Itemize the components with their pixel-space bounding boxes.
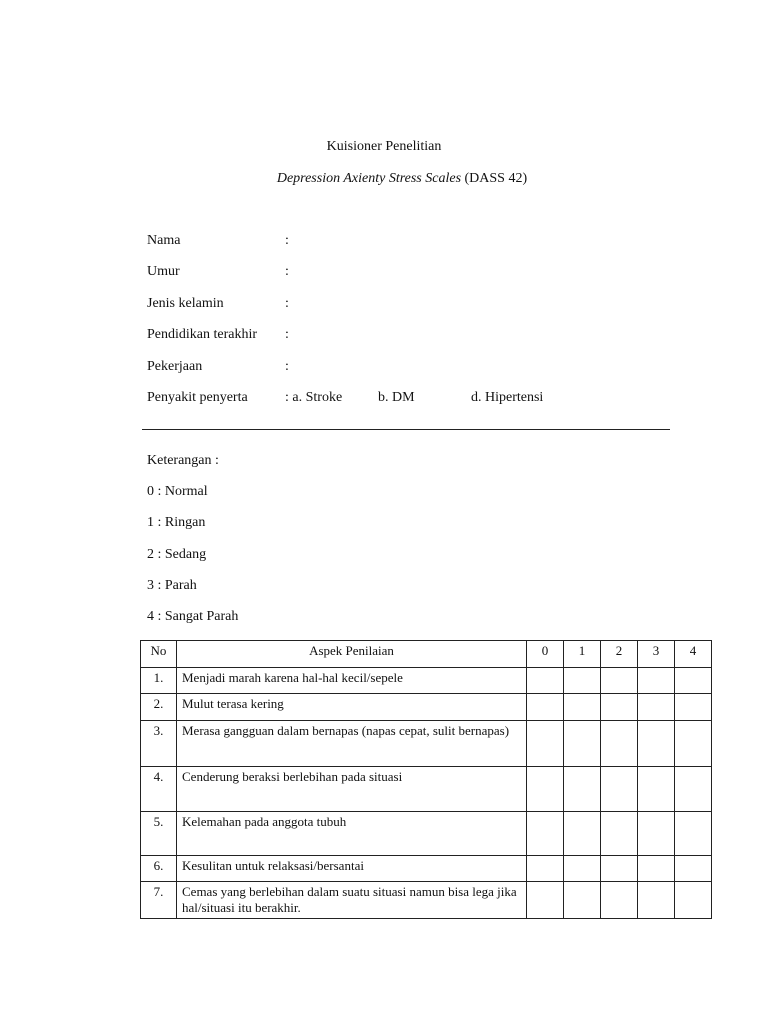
score-cell-0[interactable] [527, 812, 564, 856]
table-row [141, 812, 712, 856]
page-title: Kuisioner Penelitian [326, 139, 442, 154]
score-cell-2[interactable] [601, 694, 638, 721]
score-cell-3[interactable] [638, 694, 675, 721]
score-cell-1[interactable] [564, 668, 601, 694]
subtitle-scale-code: (DASS 42) [464, 171, 528, 186]
header-score-4: 4 [675, 641, 712, 668]
header-score-0: 0 [527, 641, 564, 668]
field-label-pendidikan: Pendidikan terakhir [147, 327, 258, 342]
page-subtitle [0, 171, 768, 187]
table-row [141, 767, 712, 812]
score-cell-0[interactable] [527, 767, 564, 812]
table-row [141, 882, 712, 919]
table-row [141, 856, 712, 882]
option-stroke[interactable]: : a. Stroke [285, 390, 343, 405]
legend-item-2: 2 : Sedang [147, 547, 207, 562]
field-label-umur: Umur [147, 264, 180, 279]
score-cell-0[interactable] [527, 694, 564, 721]
field-label-nama: Nama [147, 233, 181, 248]
legend-item-3: 3 : Parah [147, 578, 197, 593]
section-divider [142, 429, 670, 430]
row-aspek: Cemas yang berlebihan dalam suatu situasi namun bisa lega jika hal/situasi itu berakhir. [177, 882, 527, 919]
score-cell-4[interactable] [675, 721, 712, 767]
assessment-table [140, 640, 712, 919]
field-value-umur[interactable]: : [285, 264, 289, 279]
row-aspek: Kelemahan pada anggota tubuh [177, 812, 527, 856]
field-value-pekerjaan[interactable]: : [285, 359, 289, 374]
header-aspek: Aspek Penilaian [177, 641, 527, 668]
header-no: No [141, 641, 177, 668]
score-cell-3[interactable] [638, 882, 675, 919]
row-number: 2. [141, 694, 177, 721]
score-cell-1[interactable] [564, 812, 601, 856]
row-aspek: Cenderung beraksi berlebihan pada situasi [177, 767, 527, 812]
score-cell-4[interactable] [675, 694, 712, 721]
score-cell-2[interactable] [601, 668, 638, 694]
option-hipertensi[interactable]: d. Hipertensi [471, 390, 544, 405]
row-aspek: Kesulitan untuk relaksasi/bersantai [177, 856, 527, 882]
row-aspek: Merasa gangguan dalam bernapas (napas cepat, sulit bernapas) [177, 721, 527, 767]
score-cell-3[interactable] [638, 721, 675, 767]
header-score-2: 2 [601, 641, 638, 668]
header-score-1: 1 [564, 641, 601, 668]
score-cell-0[interactable] [527, 668, 564, 694]
header-score-3: 3 [638, 641, 675, 668]
row-number: 6. [141, 856, 177, 882]
row-number: 3. [141, 721, 177, 767]
field-label-pekerjaan: Pekerjaan [147, 359, 203, 374]
field-value-nama[interactable]: : [285, 233, 289, 248]
field-label-penyakit: Penyakit penyerta [147, 390, 248, 405]
score-cell-2[interactable] [601, 767, 638, 812]
score-cell-3[interactable] [638, 812, 675, 856]
table-row [141, 694, 712, 721]
score-cell-1[interactable] [564, 767, 601, 812]
table-row [141, 668, 712, 694]
table-row [141, 721, 712, 767]
score-cell-0[interactable] [527, 856, 564, 882]
subtitle-scale-name: Depression Axienty Stress Scales [276, 171, 462, 186]
score-cell-1[interactable] [564, 694, 601, 721]
score-cell-2[interactable] [601, 721, 638, 767]
legend-item-1: 1 : Ringan [147, 515, 206, 530]
score-cell-4[interactable] [675, 668, 712, 694]
score-cell-1[interactable] [564, 856, 601, 882]
score-cell-1[interactable] [564, 882, 601, 919]
score-cell-3[interactable] [638, 668, 675, 694]
option-dm[interactable]: b. DM [378, 390, 415, 405]
legend-heading: Keterangan : [147, 453, 219, 468]
row-number: 7. [141, 882, 177, 919]
legend-item-0: 0 : Normal [147, 484, 208, 499]
score-cell-2[interactable] [601, 812, 638, 856]
score-cell-0[interactable] [527, 882, 564, 919]
score-cell-1[interactable] [564, 721, 601, 767]
score-cell-2[interactable] [601, 856, 638, 882]
score-cell-4[interactable] [675, 767, 712, 812]
score-cell-4[interactable] [675, 882, 712, 919]
field-label-jenis-kelamin: Jenis kelamin [147, 296, 224, 311]
row-aspek: Mulut terasa kering [177, 694, 527, 721]
row-aspek: Menjadi marah karena hal-hal kecil/sepele [177, 668, 527, 694]
score-cell-2[interactable] [601, 882, 638, 919]
row-number: 5. [141, 812, 177, 856]
legend-item-4: 4 : Sangat Parah [147, 609, 239, 624]
score-cell-0[interactable] [527, 721, 564, 767]
score-cell-3[interactable] [638, 767, 675, 812]
score-cell-3[interactable] [638, 856, 675, 882]
score-cell-4[interactable] [675, 856, 712, 882]
row-number: 1. [141, 668, 177, 694]
score-cell-4[interactable] [675, 812, 712, 856]
table-header-row [141, 641, 712, 668]
field-value-pendidikan[interactable]: : [285, 327, 289, 342]
row-number: 4. [141, 767, 177, 812]
field-value-jenis-kelamin[interactable]: : [285, 296, 289, 311]
